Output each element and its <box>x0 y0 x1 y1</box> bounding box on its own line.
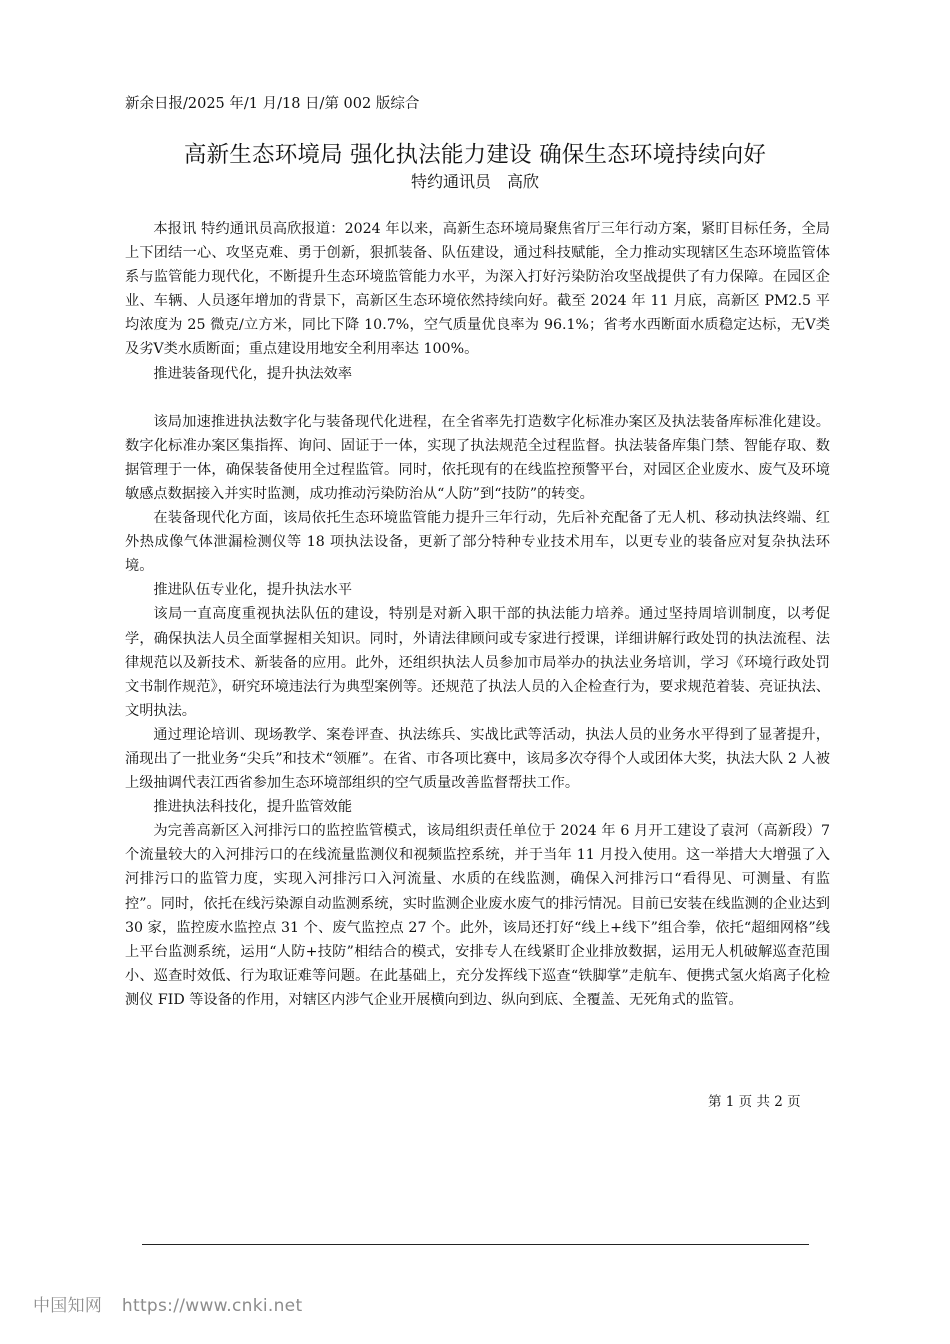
section-heading-technology: 推进执法科技化，提升监管效能 <box>153 799 353 816</box>
paragraph-technology-monitoring: 为完善高新区入河排污口的监控监管模式，该局组织责任单位于 2024 年 6 月开工建设了袁河（高新段）7 个流量较大的入河排污口的在线流量监测仪和视频监控系统，并于当年 11 月投入使用。这一举措大大增强了入河排污口的监管力度，实现入河排污口入河流量、水质的在线监测，确保入河排污口“看得见、可测量、有监控”。同时，依托在线污染源自动监测系统，实时监测企业废水废气的排污情况。目前已安装在线监测的企业达到 30 家，监控废水监控点 31 个、废气监控点 27 个。此外，该局还打好“线上+线下”组合拳，依托“超细网格”线上平台监测系统，运用“人防+技防”相结合的模式，安排专人在线紧盯企业排放数据，运用无人机破解巡查范围小、巡查时效低、行为取证难等问题。在此基础上，充分发挥线下巡查“铁脚掌”走航车、便携式氢火焰离子化检测仪 FID 等设备的作用，对辖区内涉气企业开展横向到边、纵向到底、全覆盖、无死角式的监管。 <box>125 823 830 1008</box>
section-heading-team: 推进队伍专业化，提升执法水平 <box>153 582 353 599</box>
cnki-watermark <box>33 1294 302 1318</box>
paragraph-equipment-digitalization: 该局加速推进执法数字化与装备现代化进程，在全省率先打造数字化标准办案区及执法装备库标准化建设。数字化标准办案区集指挥、询问、固证于一体，实现了执法规范全过程监督。执法装备库集门禁、智能存取、数据管理于一体，确保装备使用全过程监管。同时，依托现有的在线监控预警平台，对园区企业废水、废气及环境敏感点数据接入并实时监测，成功推动污染防治从“人防”到“技防”的转变。 <box>125 413 830 502</box>
watermark-url: https://www.cnki.net <box>121 1296 303 1316</box>
article-byline: 特约通讯员 高欣 <box>410 172 539 191</box>
article-body <box>125 217 830 1012</box>
section-heading-equipment: 推进装备现代化，提升执法效率 <box>153 365 353 382</box>
watermark-brand: 中国知网 <box>33 1296 103 1316</box>
publication-source: 新余日报/2025 年/1 月/18 日/第 002 版综合 <box>125 96 420 112</box>
paragraph-intro: 本报讯 特约通讯员高欣报道：2024 年以来，高新生态环境局聚焦省厅三年行动方案，紧盯目标任务，全局上下团结一心、攻坚克难、勇于创新，狠抓装备、队伍建设，通过科技赋能，全力推动实现辖区生态环境监管体系与监管能力现代化，不断提升生态环境监管能力水平，为深入打好污染防治攻坚战提供了有力保障。在园区企业、车辆、人员逐年增加的背景下，高新区生态环境依然持续向好。截至 2024 年 11 月底，高新区 PM2.5 平均浓度为 25 微克/立方米，同比下降 10.7%，空气质量优良率为 96.1%；省考水西断面水质稳定达标，无Ⅴ类及劣Ⅴ类水质断面；重点建设用地安全利用率达 100%。 <box>125 221 830 358</box>
paragraph-gap <box>125 386 830 410</box>
article-title: 高新生态环境局 强化执法能力建设 确保生态环境持续向好 <box>183 142 767 168</box>
paragraph-equipment-modernization: 在装备现代化方面，该局依托生态环境监管能力提升三年行动，先后补充配备了无人机、移动执法终端、红外热成像气体泄漏检测仪等 18 项执法设备，更新了部分特种专业技术用车，以更专业的装备应对复杂执法环境。 <box>125 510 830 575</box>
paragraph-team-training: 该局一直高度重视执法队伍的建设，特别是对新入职干部的执法能力培养。通过坚持周培训制度，以考促学，确保执法人员全面掌握相关知识。同时，外请法律顾问或专家进行授课，详细讲解行政处罚的执法流程、法律规范以及新技术、新装备的应用。此外，还组织执法人员参加市局举办的执法业务培训，学习《环境行政处罚文书制作规范》，研究环境违法行为典型案例等。还规范了执法人员的入企检查行为，要求规范着装、亮证执法、文明执法。 <box>125 606 830 719</box>
page-number: 第 1 页 共 2 页 <box>708 1094 801 1110</box>
paragraph-team-results: 通过理论培训、现场教学、案卷评查、执法练兵、实战比武等活动，执法人员的业务水平得到了显著提升，涌现出了一批业务“尖兵”和技术“领雁”。在省、市各项比赛中，该局多次夺得个人或团体大奖，执法大队 2 人被上级抽调代表江西省参加生态环境部组织的空气质量改善监督帮扶工作。 <box>125 726 830 792</box>
footer-divider <box>142 1244 809 1245</box>
